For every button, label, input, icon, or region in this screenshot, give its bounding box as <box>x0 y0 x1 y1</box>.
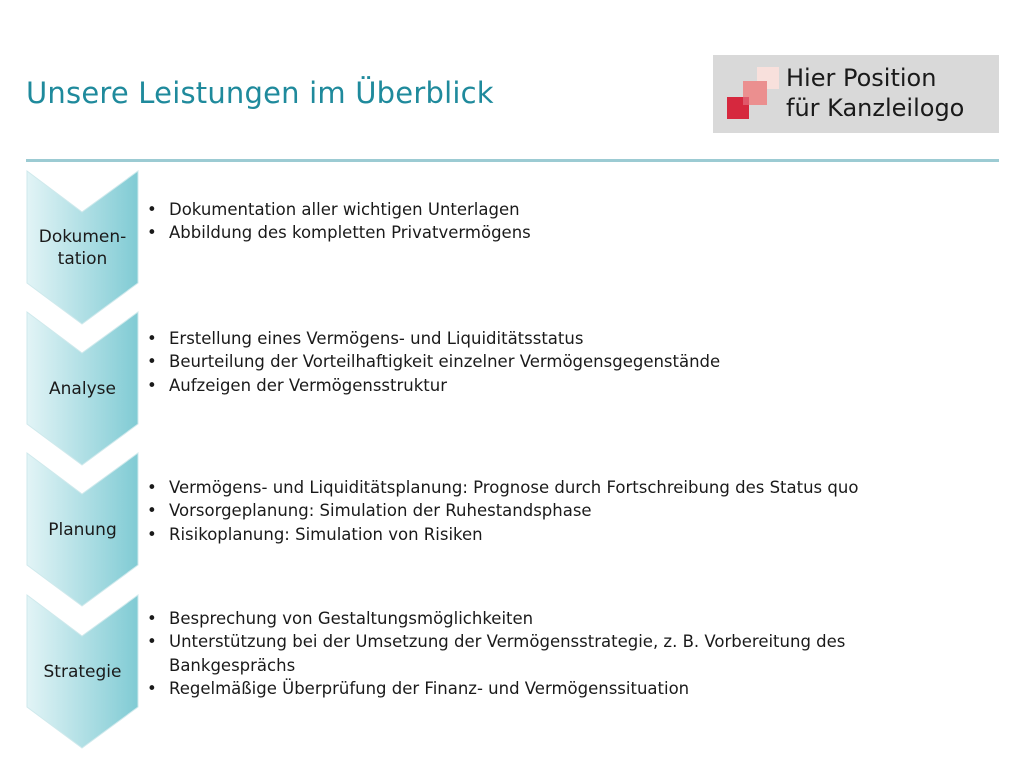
title-divider <box>26 159 999 162</box>
step-chevron <box>26 594 139 749</box>
step-bullet-list <box>146 607 946 700</box>
page-title: Unsere Leistungen im Überblick <box>26 76 494 110</box>
step-bullet-list <box>146 327 720 397</box>
bullet-item: • Unterstützung bei der Umsetzung der Vermögensstrategie, z. B. Vorbereitung des Bankgesprächs <box>146 630 946 677</box>
step-label-line2: tation <box>57 249 108 269</box>
bullet-item: • Risikoplanung: Simulation von Risiken <box>146 523 858 546</box>
bullet-item: • Beurteilung der Vorteilhaftigkeit einzelner Vermögensgegenstände <box>146 350 720 373</box>
bullet-item: • Dokumentation aller wichtigen Unterlagen <box>146 198 531 221</box>
step-bullet-list <box>146 476 858 546</box>
logo-squares-icon <box>725 67 785 123</box>
bullet-item: • Erstellung eines Vermögens- und Liquiditätsstatus <box>146 327 720 350</box>
step-bullet-list <box>146 198 531 245</box>
bullet-item: • Vermögens- und Liquiditätsplanung: Prognose durch Fortschreibung des Status quo <box>146 476 858 499</box>
step-chevron <box>26 170 139 325</box>
bullet-item: • Regelmäßige Überprüfung der Finanz- und Vermögenssituation <box>146 677 946 700</box>
bullet-item: • Vorsorgeplanung: Simulation der Ruhestandsphase <box>146 499 858 522</box>
logo-text-line2: für Kanzleilogo <box>786 94 965 122</box>
logo-text-line1: Hier Position <box>786 64 937 92</box>
step-chevron <box>26 452 139 607</box>
step-label: Planung <box>48 520 117 540</box>
logo-placeholder <box>713 55 999 133</box>
bullet-item: • Aufzeigen der Vermögensstruktur <box>146 374 720 397</box>
step-chevron <box>26 311 139 466</box>
step-label: Strategie <box>43 662 122 682</box>
bullet-item: • Abbildung des kompletten Privatvermögens <box>146 221 531 244</box>
step-label <box>26 226 139 270</box>
step-label: Analyse <box>49 379 116 399</box>
step-label-line1: Dokumen- <box>38 227 127 247</box>
bullet-item: • Besprechung von Gestaltungsmöglichkeiten <box>146 607 946 630</box>
